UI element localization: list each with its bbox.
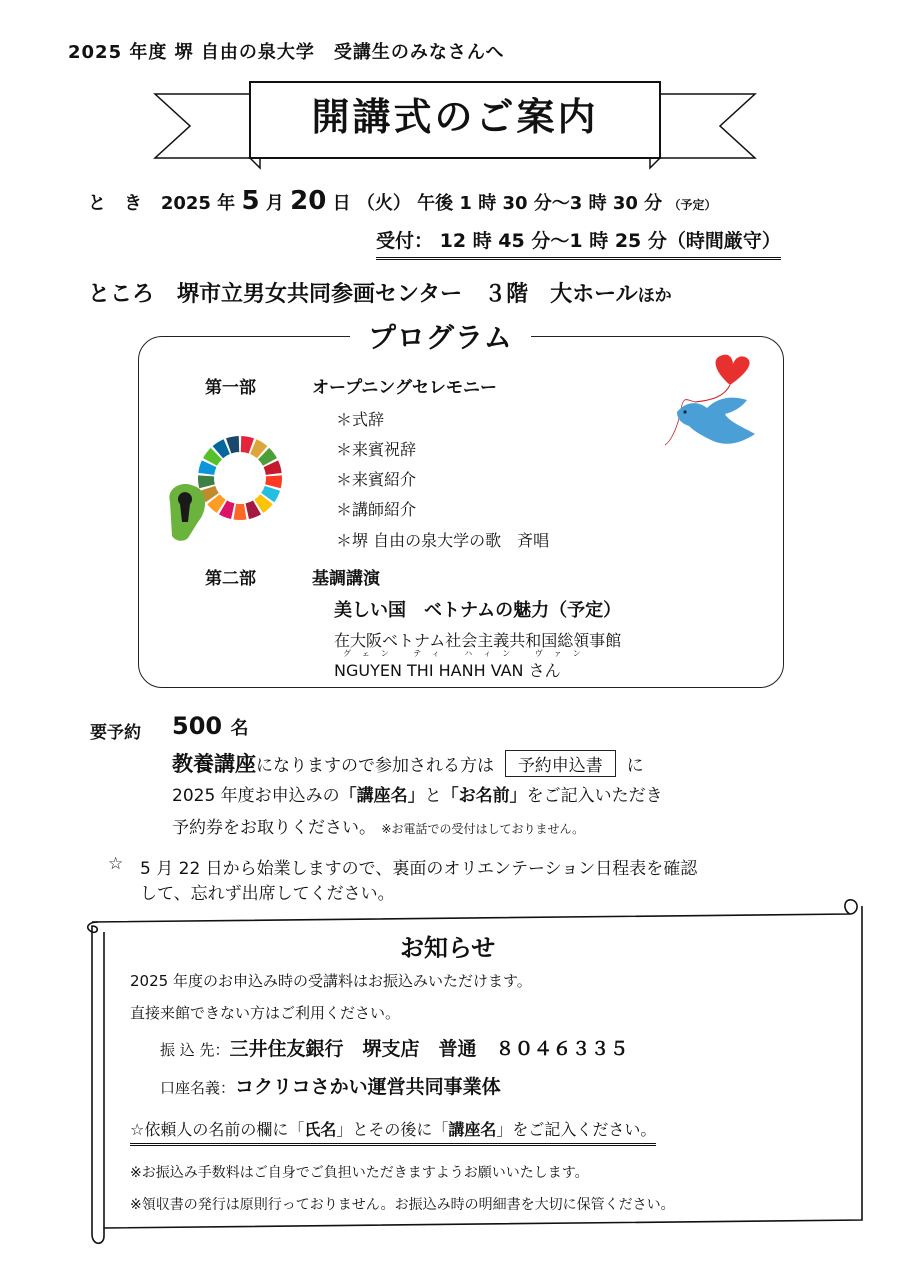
instr-course: 講座名 [448,1120,497,1139]
reservation-form-box: 予約申込書 [505,750,616,777]
course-name-field: 「講座名」 [339,786,425,806]
orientation-line2: して、忘れず出席してください。 [140,884,395,904]
header-line: 2025 年度 堺 自由の泉大学 受講生のみなさんへ [68,42,505,63]
reservation-text3: 予約券をお取りください。 [172,818,376,838]
payee-value: 三井住友銀行 堺支店 普通 ８０４６３３５ [229,1038,629,1060]
notice-title: お知らせ [400,934,496,962]
venue-line [88,277,672,308]
notice-line2: 直接来館できない方はご利用ください。 [130,1004,401,1022]
reservation-line2 [172,781,663,806]
phone-note: ※お電話での受付はしておりません。 [381,822,585,836]
reservation-line1 [172,748,644,778]
date-line [88,186,716,216]
reservation-text1-end: に [626,756,644,776]
notice-line1: 2025 年度のお申込み時の受講料はお振込みいただけます。 [130,972,532,990]
transfer-instruction [130,1117,656,1146]
program-item: ＊堺 自由の泉大学の歌 斉唱 [336,531,550,550]
speaker-line [334,658,561,681]
program-item: ＊講師紹介 [336,500,417,519]
course-type: 教養講座 [172,752,256,776]
venue-label: ところ [88,282,155,307]
part2-label: 第二部 [205,569,256,589]
sdg-segment [198,475,215,488]
date-month: 5 [241,186,260,216]
payee-label: 振 込 先： [160,1041,230,1059]
lecture-title: 美しい国 ベトナムの魅力（予定） [334,600,622,621]
program-item: ＊式辞 [336,410,385,429]
sdgs-wheel-icon [160,430,290,545]
instr-e: 」をご記入ください。 [496,1120,657,1139]
page-title: 開講式のご案内 [311,95,599,139]
orientation-star: ☆ [108,854,124,874]
date-day-unit: 日 [332,193,351,214]
sdg-segment [265,475,282,488]
reservation-count-unit: 名 [230,718,249,739]
date-label: と き [88,193,142,214]
receipt-note: ※領収書の発行は原則行っておりません。お振込み時の明細書を大切に保管ください。 [130,1197,675,1213]
orientation-line1: 5 月 22 日から始業しますので、裏面のオリエンテーション日程表を確認 [140,859,698,879]
dove-heart-icon [655,350,765,460]
date-note: （予定） [668,198,717,212]
reservation-count: 500 [172,712,223,740]
speaker-org: 在大阪ベトナム社会主義共和国総領事館 [334,631,622,650]
instr-name: 氏名 [304,1120,337,1139]
instr-a: ☆依頼人の名前の欄に「 [130,1120,305,1139]
date-time: 午後 1 時 30 分～3 時 30 分 [417,193,663,214]
reservation-count-line [172,712,248,740]
date-month-unit: 月 [265,193,284,214]
part2-title: 基調講演 [312,569,380,589]
speaker-suffix: さん [528,661,561,680]
program-item: ＊来賓紹介 [336,470,417,489]
reception-line [376,226,781,260]
program-item: ＊来賓祝辞 [336,440,417,459]
reservation-line3 [172,813,584,838]
reservation-text2a: 2025 年度お申込みの [172,786,340,806]
reservation-text1: になりますので参加される方は [256,756,494,776]
venue-suffix: ほか [637,286,672,306]
part1-title: オープニングセレモニー [312,378,497,398]
account-label: 口座名義： [160,1079,236,1097]
reservation-text2e: をご記入いただき [526,786,663,806]
reservation-text2c: と [424,786,442,806]
reservation-label: 要予約 [90,723,141,743]
speaker-name: NGUYEN THI HANH VAN [334,661,524,680]
fee-note: ※お振込み手数料はご自身でご負担いただきますようお願いいたします。 [130,1165,589,1181]
date-day: 20 [290,186,327,216]
speaker-ruby: グェン ティ ハィン ヴァン [343,649,592,658]
date-weekday: （火） [356,193,411,214]
date-year: 2025 年 [160,193,236,214]
payee-line [160,1034,629,1061]
sdg-segment [234,504,247,520]
account-value: コクリコさかい運営共同事業体 [235,1076,501,1098]
reception-time: 12 時 45 分～1 時 25 分（時間厳守） [439,230,781,252]
instr-c: 」とその後に「 [336,1120,449,1139]
part1-label: 第一部 [205,378,256,398]
account-line [160,1072,501,1099]
program-title: プログラム [350,316,531,356]
name-field: 「お名前」 [441,786,527,806]
venue-place: 堺市立男女共同参画センター ３階 大ホール [177,282,638,307]
reception-label: 受付： [376,230,434,252]
